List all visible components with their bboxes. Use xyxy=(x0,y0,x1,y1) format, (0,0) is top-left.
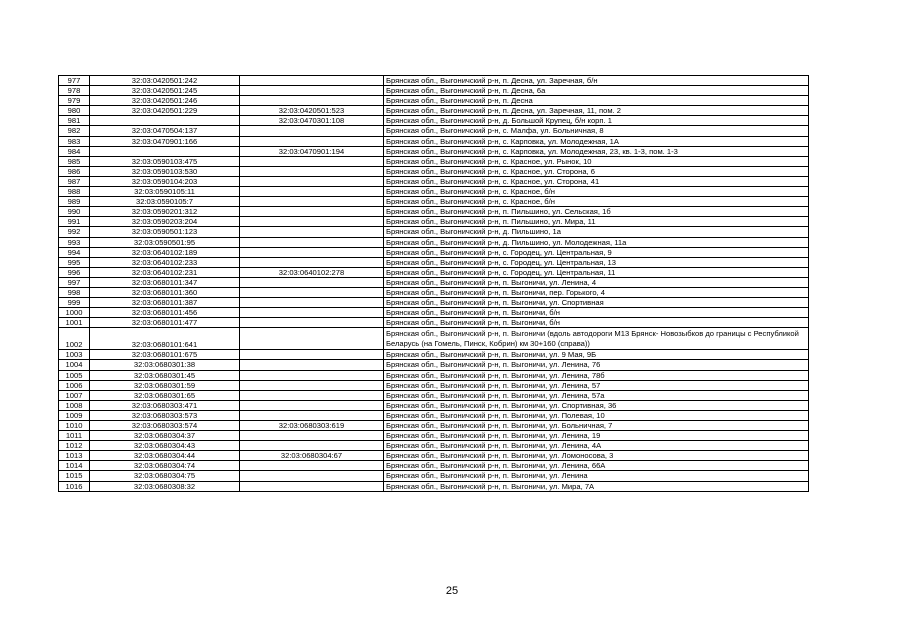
address-cell: Брянская обл., Выгоничский р-н, с. Городец, ул. Центральная, 9 xyxy=(384,247,809,257)
cadastral-number-cell: 32:03:0590104:203 xyxy=(90,176,240,186)
cadastral-number-cell: 32:03:0680101:675 xyxy=(90,350,240,360)
address-cell: Брянская обл., Выгоничский р-н, с. Красное, ул. Сторона, 6 xyxy=(384,166,809,176)
address-cell: Брянская обл., Выгоничский р-н, п. Десна, ул. Заречная, б/н xyxy=(384,76,809,86)
table-row xyxy=(59,431,809,441)
cadastral-number-cell: 32:03:0680301:65 xyxy=(90,390,240,400)
property-table-container xyxy=(58,75,799,492)
secondary-cadastral-number-cell xyxy=(240,360,384,370)
row-number-cell: 980 xyxy=(59,106,90,116)
row-number-cell: 994 xyxy=(59,247,90,257)
address-cell: Брянская обл., Выгоничский р-н, с. Малфа, ул. Больничная, 8 xyxy=(384,126,809,136)
row-number-cell: 990 xyxy=(59,207,90,217)
table-row xyxy=(59,146,809,156)
address-cell: Брянская обл., Выгоничский р-н, п. Выгоничи, ул. Спортивная, 36 xyxy=(384,400,809,410)
table-row xyxy=(59,227,809,237)
secondary-cadastral-number-cell xyxy=(240,328,384,350)
secondary-cadastral-number-cell xyxy=(240,76,384,86)
table-row xyxy=(59,451,809,461)
property-table-body xyxy=(59,76,809,492)
table-row xyxy=(59,136,809,146)
cadastral-number-cell: 32:03:0680304:44 xyxy=(90,451,240,461)
table-row xyxy=(59,471,809,481)
secondary-cadastral-number-cell xyxy=(240,431,384,441)
row-number-cell: 995 xyxy=(59,257,90,267)
table-row xyxy=(59,318,809,328)
cadastral-number-cell: 32:03:0590203:204 xyxy=(90,217,240,227)
table-row xyxy=(59,328,809,350)
cadastral-number-cell: 32:03:0680101:347 xyxy=(90,277,240,287)
row-number-cell: 985 xyxy=(59,156,90,166)
table-row xyxy=(59,410,809,420)
secondary-cadastral-number-cell xyxy=(240,461,384,471)
cadastral-number-cell: 32:03:0680303:471 xyxy=(90,400,240,410)
cadastral-number-cell: 32:03:0640102:231 xyxy=(90,267,240,277)
cadastral-number-cell: 32:03:0590103:530 xyxy=(90,166,240,176)
table-row xyxy=(59,237,809,247)
address-cell: Брянская обл., Выгоничский р-н, п. Пильшино, ул. Сельская, 1б xyxy=(384,207,809,217)
row-number-cell: 991 xyxy=(59,217,90,227)
row-number-cell: 982 xyxy=(59,126,90,136)
table-row xyxy=(59,461,809,471)
secondary-cadastral-number-cell xyxy=(240,298,384,308)
cadastral-number-cell: 32:03:0470504:137 xyxy=(90,126,240,136)
row-number-cell: 988 xyxy=(59,187,90,197)
cadastral-number-cell: 32:03:0680301:45 xyxy=(90,370,240,380)
secondary-cadastral-number-cell xyxy=(240,237,384,247)
address-cell: Брянская обл., Выгоничский р-н, п. Выгоничи, ул. Ленина, 57а xyxy=(384,390,809,400)
address-cell: Брянская обл., Выгоничский р-н, п. Выгоничи, ул. 9 Мая, 9Б xyxy=(384,350,809,360)
row-number-cell: 984 xyxy=(59,146,90,156)
secondary-cadastral-number-cell xyxy=(240,166,384,176)
table-row xyxy=(59,287,809,297)
table-row xyxy=(59,441,809,451)
row-number-cell: 1011 xyxy=(59,431,90,441)
table-row xyxy=(59,257,809,267)
address-cell: Брянская обл., Выгоничский р-н, п. Выгоничи (вдоль автодороги М13 Брянск- Новозыбков до границы с Республикой Беларусь (на Гомель, Пинск, Кобрин) км 30+160 (справа)) xyxy=(384,328,809,350)
table-row xyxy=(59,96,809,106)
address-cell: Брянская обл., Выгоничский р-н, п. Пильшино, ул. Мира, 11 xyxy=(384,217,809,227)
secondary-cadastral-number-cell: 32:03:0680303:619 xyxy=(240,421,384,431)
address-cell: Брянская обл., Выгоничский р-н, п. Десна, ул. Заречная, 11, пом. 2 xyxy=(384,106,809,116)
secondary-cadastral-number-cell xyxy=(240,277,384,287)
table-row xyxy=(59,421,809,431)
table-row xyxy=(59,370,809,380)
secondary-cadastral-number-cell xyxy=(240,481,384,491)
table-row xyxy=(59,76,809,86)
cadastral-number-cell: 32:03:0680101:387 xyxy=(90,298,240,308)
cadastral-number-cell: 32:03:0590201:312 xyxy=(90,207,240,217)
cadastral-number-cell: 32:03:0470901:166 xyxy=(90,136,240,146)
table-row xyxy=(59,298,809,308)
table-row xyxy=(59,86,809,96)
address-cell: Брянская обл., Выгоничский р-н, п. Выгоничи, ул. Ленина, 19 xyxy=(384,431,809,441)
page-number: 25 xyxy=(445,585,459,597)
row-number-cell: 977 xyxy=(59,76,90,86)
table-row xyxy=(59,116,809,126)
secondary-cadastral-number-cell xyxy=(240,441,384,451)
table-row xyxy=(59,360,809,370)
table-row xyxy=(59,308,809,318)
cadastral-number-cell: 32:03:0680101:641 xyxy=(90,328,240,350)
address-cell: Брянская обл., Выгоничский р-н, п. Выгоничи, ул. Ленина xyxy=(384,471,809,481)
secondary-cadastral-number-cell xyxy=(240,227,384,237)
row-number-cell: 1003 xyxy=(59,350,90,360)
row-number-cell: 1002 xyxy=(59,328,90,350)
cadastral-number-cell xyxy=(90,146,240,156)
secondary-cadastral-number-cell xyxy=(240,156,384,166)
address-cell: Брянская обл., Выгоничский р-н, п. Выгоничи, ул. Полевая, 10 xyxy=(384,410,809,420)
row-number-cell: 996 xyxy=(59,267,90,277)
table-row xyxy=(59,106,809,116)
secondary-cadastral-number-cell xyxy=(240,318,384,328)
row-number-cell: 993 xyxy=(59,237,90,247)
address-cell: Брянская обл., Выгоничский р-н, п. Выгоничи, пер. Горького, 4 xyxy=(384,287,809,297)
secondary-cadastral-number-cell xyxy=(240,86,384,96)
row-number-cell: 992 xyxy=(59,227,90,237)
cadastral-number-cell: 32:03:0680303:574 xyxy=(90,421,240,431)
table-row xyxy=(59,176,809,186)
address-cell: Брянская обл., Выгоничский р-н, п. Выгоничи, ул. Больничная, 7 xyxy=(384,421,809,431)
secondary-cadastral-number-cell: 32:03:0640102:278 xyxy=(240,267,384,277)
address-cell: Брянская обл., Выгоничский р-н, п. Выгоничи, б/н xyxy=(384,318,809,328)
secondary-cadastral-number-cell xyxy=(240,176,384,186)
address-cell: Брянская обл., Выгоничский р-н, п. Десна xyxy=(384,96,809,106)
address-cell: Брянская обл., Выгоничский р-н, с. Красное, б/н xyxy=(384,187,809,197)
cadastral-number-cell: 32:03:0680304:74 xyxy=(90,461,240,471)
cadastral-number-cell: 32:03:0640102:189 xyxy=(90,247,240,257)
address-cell: Брянская обл., Выгоничский р-н, п. Выгоничи, ул. Спортивная xyxy=(384,298,809,308)
secondary-cadastral-number-cell xyxy=(240,126,384,136)
secondary-cadastral-number-cell xyxy=(240,390,384,400)
cadastral-number-cell: 32:03:0590501:95 xyxy=(90,237,240,247)
row-number-cell: 1006 xyxy=(59,380,90,390)
address-cell: Брянская обл., Выгоничский р-н, с. Городец, ул. Центральная, 11 xyxy=(384,267,809,277)
address-cell: Брянская обл., Выгоничский р-н, д. Пильшино, 1а xyxy=(384,227,809,237)
cadastral-number-cell: 32:03:0590105:7 xyxy=(90,197,240,207)
address-cell: Брянская обл., Выгоничский р-н, с. Городец, ул. Центральная, 13 xyxy=(384,257,809,267)
cadastral-number-cell: 32:03:0680101:456 xyxy=(90,308,240,318)
secondary-cadastral-number-cell xyxy=(240,207,384,217)
row-number-cell: 1009 xyxy=(59,410,90,420)
secondary-cadastral-number-cell: 32:03:0470901:194 xyxy=(240,146,384,156)
row-number-cell: 1015 xyxy=(59,471,90,481)
address-cell: Брянская обл., Выгоничский р-н, д. Пильшино, ул. Молодежная, 11а xyxy=(384,237,809,247)
row-number-cell: 983 xyxy=(59,136,90,146)
table-row xyxy=(59,217,809,227)
row-number-cell: 1004 xyxy=(59,360,90,370)
cadastral-number-cell: 32:03:0420501:246 xyxy=(90,96,240,106)
row-number-cell: 979 xyxy=(59,96,90,106)
address-cell: Брянская обл., Выгоничский р-н, д. Большой Крупец, б/н корп. 1 xyxy=(384,116,809,126)
row-number-cell: 981 xyxy=(59,116,90,126)
secondary-cadastral-number-cell xyxy=(240,400,384,410)
cadastral-number-cell: 32:03:0680304:43 xyxy=(90,441,240,451)
table-row xyxy=(59,247,809,257)
secondary-cadastral-number-cell xyxy=(240,308,384,318)
cadastral-number-cell: 32:03:0420501:229 xyxy=(90,106,240,116)
row-number-cell: 1016 xyxy=(59,481,90,491)
address-cell: Брянская обл., Выгоничский р-н, п. Выгоничи, ул. Мира, 7А xyxy=(384,481,809,491)
table-row xyxy=(59,126,809,136)
address-cell: Брянская обл., Выгоничский р-н, п. Выгоничи, ул. Ленина, 4 xyxy=(384,277,809,287)
secondary-cadastral-number-cell xyxy=(240,370,384,380)
secondary-cadastral-number-cell xyxy=(240,217,384,227)
cadastral-number-cell: 32:03:0680101:360 xyxy=(90,287,240,297)
table-row xyxy=(59,197,809,207)
address-cell: Брянская обл., Выгоничский р-н, п. Выгоничи, б/н xyxy=(384,308,809,318)
table-row xyxy=(59,481,809,491)
cadastral-number-cell: 32:03:0420501:245 xyxy=(90,86,240,96)
table-row xyxy=(59,390,809,400)
row-number-cell: 1014 xyxy=(59,461,90,471)
row-number-cell: 998 xyxy=(59,287,90,297)
secondary-cadastral-number-cell: 32:03:0680304:67 xyxy=(240,451,384,461)
cadastral-number-cell: 32:03:0680301:59 xyxy=(90,380,240,390)
address-cell: Брянская обл., Выгоничский р-н, с. Красное, ул. Сторона, 41 xyxy=(384,176,809,186)
address-cell: Брянская обл., Выгоничский р-н, с. Карповка, ул. Молодежная, 23, кв. 1-3, пом. 1-3 xyxy=(384,146,809,156)
row-number-cell: 986 xyxy=(59,166,90,176)
row-number-cell: 1000 xyxy=(59,308,90,318)
cadastral-number-cell: 32:03:0680304:37 xyxy=(90,431,240,441)
cadastral-number-cell: 32:03:0680101:477 xyxy=(90,318,240,328)
secondary-cadastral-number-cell xyxy=(240,257,384,267)
cadastral-number-cell xyxy=(90,116,240,126)
table-row xyxy=(59,207,809,217)
cadastral-number-cell: 32:03:0680301:38 xyxy=(90,360,240,370)
address-cell: Брянская обл., Выгоничский р-н, с. Красное, б/н xyxy=(384,197,809,207)
row-number-cell: 1013 xyxy=(59,451,90,461)
address-cell: Брянская обл., Выгоничский р-н, п. Выгоничи, ул. Ленина, 76 xyxy=(384,360,809,370)
table-row xyxy=(59,187,809,197)
secondary-cadastral-number-cell xyxy=(240,287,384,297)
secondary-cadastral-number-cell: 32:03:0470301:108 xyxy=(240,116,384,126)
address-cell: Брянская обл., Выгоничский р-н, п. Выгоничи, ул. Ленина, 57 xyxy=(384,380,809,390)
cadastral-number-cell: 32:03:0680304:75 xyxy=(90,471,240,481)
property-table xyxy=(58,75,809,492)
address-cell: Брянская обл., Выгоничский р-н, п. Выгоничи, ул. Ленина, 66А xyxy=(384,461,809,471)
cadastral-number-cell: 32:03:0420501:242 xyxy=(90,76,240,86)
row-number-cell: 987 xyxy=(59,176,90,186)
secondary-cadastral-number-cell xyxy=(240,197,384,207)
row-number-cell: 989 xyxy=(59,197,90,207)
row-number-cell: 1001 xyxy=(59,318,90,328)
secondary-cadastral-number-cell xyxy=(240,471,384,481)
row-number-cell: 1008 xyxy=(59,400,90,410)
table-row xyxy=(59,267,809,277)
cadastral-number-cell: 32:03:0680308:32 xyxy=(90,481,240,491)
table-row xyxy=(59,380,809,390)
secondary-cadastral-number-cell xyxy=(240,410,384,420)
secondary-cadastral-number-cell xyxy=(240,247,384,257)
row-number-cell: 978 xyxy=(59,86,90,96)
address-cell: Брянская обл., Выгоничский р-н, с. Красное, ул. Рынок, 10 xyxy=(384,156,809,166)
secondary-cadastral-number-cell xyxy=(240,350,384,360)
cadastral-number-cell: 32:03:0590103:475 xyxy=(90,156,240,166)
cadastral-number-cell: 32:03:0590501:123 xyxy=(90,227,240,237)
row-number-cell: 1007 xyxy=(59,390,90,400)
table-row xyxy=(59,156,809,166)
row-number-cell: 1012 xyxy=(59,441,90,451)
address-cell: Брянская обл., Выгоничский р-н, п. Выгоничи, ул. Ленина, 78б xyxy=(384,370,809,380)
address-cell: Брянская обл., Выгоничский р-н, п. Выгоничи, ул. Ленина, 4А xyxy=(384,441,809,451)
row-number-cell: 999 xyxy=(59,298,90,308)
table-row xyxy=(59,166,809,176)
address-cell: Брянская обл., Выгоничский р-н, п. Выгоничи, ул. Ломоносова, 3 xyxy=(384,451,809,461)
cadastral-number-cell: 32:03:0680303:573 xyxy=(90,410,240,420)
address-cell: Брянская обл., Выгоничский р-н, п. Десна, 6а xyxy=(384,86,809,96)
secondary-cadastral-number-cell xyxy=(240,96,384,106)
cadastral-number-cell: 32:03:0590105:11 xyxy=(90,187,240,197)
address-cell: Брянская обл., Выгоничский р-н, с. Карповка, ул. Молодежная, 1А xyxy=(384,136,809,146)
table-row xyxy=(59,350,809,360)
row-number-cell: 997 xyxy=(59,277,90,287)
table-row xyxy=(59,400,809,410)
secondary-cadastral-number-cell xyxy=(240,187,384,197)
table-row xyxy=(59,277,809,287)
secondary-cadastral-number-cell xyxy=(240,136,384,146)
secondary-cadastral-number-cell: 32:03:0420501:523 xyxy=(240,106,384,116)
secondary-cadastral-number-cell xyxy=(240,380,384,390)
row-number-cell: 1010 xyxy=(59,421,90,431)
cadastral-number-cell: 32:03:0640102:233 xyxy=(90,257,240,267)
row-number-cell: 1005 xyxy=(59,370,90,380)
